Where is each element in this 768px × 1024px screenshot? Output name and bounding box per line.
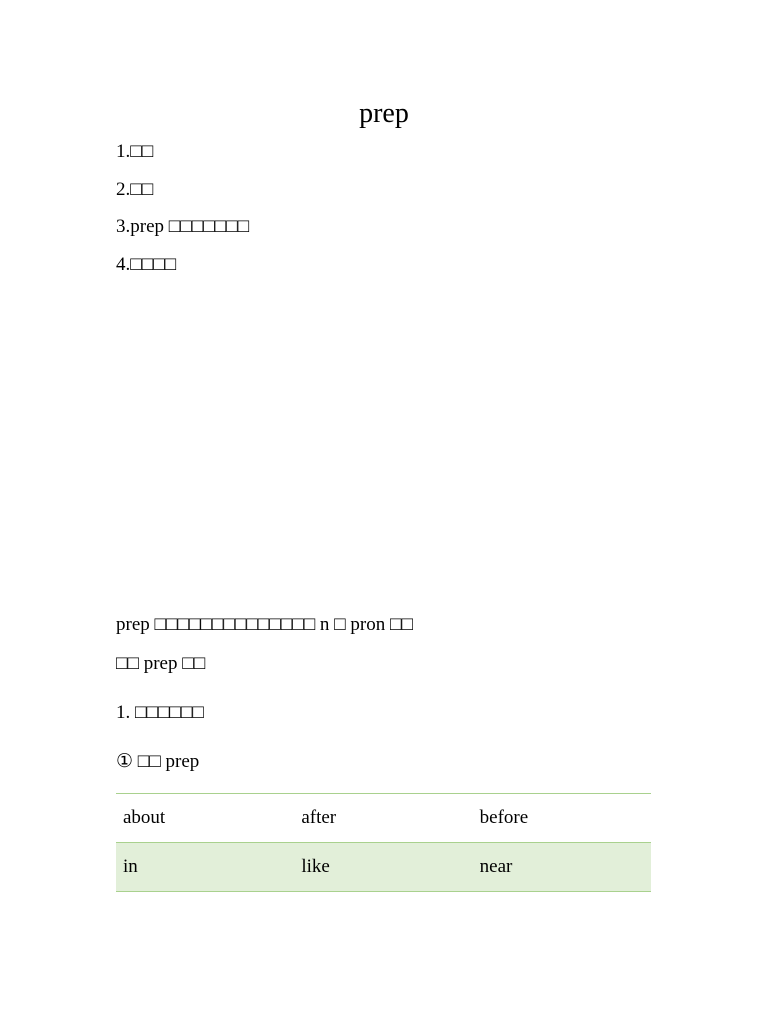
table-cell: in [116, 843, 294, 892]
toc-item: 3.prep □□□□□□□ [116, 216, 250, 237]
toc-item: 2.□□ [116, 179, 154, 200]
table-cell: near [473, 843, 651, 892]
document-title: prep [359, 98, 409, 129]
table-cell: before [473, 794, 651, 843]
table-row [116, 843, 651, 892]
table-cell: like [294, 843, 472, 892]
intro-paragraph-line: prep □□□□□□□□□□□□□□ n □ pron □□ [116, 614, 413, 635]
section-heading: 1. □□□□□□ [116, 702, 204, 723]
subsection-heading: ① □□ prep [116, 751, 200, 772]
toc-item: 4.□□□□ [116, 254, 177, 275]
table-row [116, 794, 651, 843]
table-cell: after [294, 794, 472, 843]
table-cell: about [116, 794, 294, 843]
toc-item: 1.□□ [116, 141, 154, 162]
intro-paragraph-line: □□ prep □□ [116, 653, 206, 674]
preposition-table [116, 793, 651, 892]
